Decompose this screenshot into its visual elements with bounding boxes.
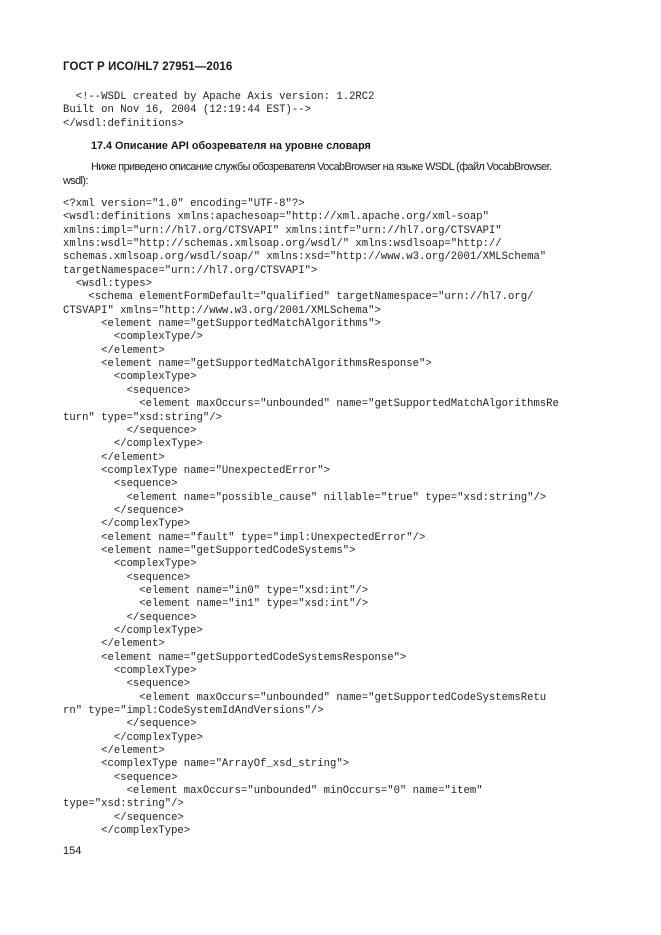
code-line: <sequence> xyxy=(63,571,191,584)
code-line: <wsdl:definitions xmlns:apachesoap="http://xml.apache.org/xml-soap" xyxy=(63,211,489,224)
code-line: </element> xyxy=(63,451,165,464)
section-paragraph xyxy=(63,160,600,188)
document-header: ГОСТ Р ИСО/HL7 27951—2016 xyxy=(63,61,233,73)
code-line: Built on Nov 16, 2004 (12:19:44 EST)--> xyxy=(63,104,311,117)
code-line: targetNamespace="urn://hl7.org/CTSVAPI"> xyxy=(63,264,318,277)
code-line: </sequence> xyxy=(63,504,184,517)
code-line: </sequence> xyxy=(63,611,197,624)
code-line: </sequence> xyxy=(63,811,184,824)
code-line: <sequence> xyxy=(63,678,191,691)
code-line: <wsdl:types> xyxy=(63,278,153,291)
code-line: <element maxOccurs="unbounded" name="getSupportedMatchAlgorithmsRe xyxy=(63,398,559,411)
code-line: <complexType name="ArrayOf_xsd_string"> xyxy=(63,758,350,771)
section-title: 17.4 Описание API обозревателя на уровне словаря xyxy=(91,140,371,152)
code-block-top xyxy=(63,91,375,131)
code-line: <complexType/> xyxy=(63,331,203,344)
code-line: <element name="getSupportedMatchAlgorithms"> xyxy=(63,318,381,331)
code-line: rn" type="impl:CodeSystemIdAndVersions"/> xyxy=(63,705,324,718)
code-line: schemas.xmlsoap.org/wsdl/soap/" xmlns:xsd="http://www.w3.org/2001/XMLSchema" xyxy=(63,251,547,264)
code-line: <!--WSDL created by Apache Axis version: 1.2RC2 xyxy=(63,91,375,103)
code-block-wsdl xyxy=(63,198,559,839)
code-line: turn" type="xsd:string"/> xyxy=(63,411,222,424)
code-line: <sequence> xyxy=(63,771,178,784)
code-line: <element name="getSupportedCodeSystemsResponse"> xyxy=(63,651,407,664)
page-number: 154 xyxy=(63,845,82,857)
code-line: <sequence> xyxy=(63,384,191,397)
code-line: </sequence> xyxy=(63,424,197,437)
code-line: </complexType> xyxy=(63,625,203,637)
paragraph-line-1: Ниже приведено описание службы обозревателя VocabBrowser на языке WSDL (файл VocabBrowser. xyxy=(91,161,552,173)
code-line: </complexType> xyxy=(63,438,203,451)
code-line: xmlns:wsdl="http://schemas.xmlsoap.org/wsdl/" xmlns:wsdlsoap="http:// xyxy=(63,238,502,251)
code-line: CTSVAPI" xmlns="http://www.w3.org/2001/XMLSchema"> xyxy=(63,304,381,317)
code-line: type="xsd:string"/> xyxy=(63,798,184,811)
code-line: </element> xyxy=(63,638,165,651)
code-line: <element maxOccurs="unbounded" minOccurs="0" name="item" xyxy=(63,785,483,798)
code-line: </wsdl:definitions> xyxy=(63,117,184,130)
code-line: </complexType> xyxy=(63,518,191,531)
code-line: <complexType> xyxy=(63,371,197,384)
code-line: <element maxOccurs="unbounded" name="getSupportedCodeSystemsRetu xyxy=(63,691,547,704)
code-line: <complexType name="UnexpectedError"> xyxy=(63,464,331,477)
code-line: </sequence> xyxy=(63,718,197,731)
code-line: <complexType> xyxy=(63,665,197,678)
code-line: <?xml version="1.0" encoding="UTF-8"?> xyxy=(63,198,305,210)
code-line: <element name="possible_cause" nillable="true" type="xsd:string"/> xyxy=(63,491,547,504)
code-line: <element name="in1" type="xsd:int"/> xyxy=(63,598,369,611)
code-line: </complexType> xyxy=(63,825,191,838)
paragraph-line-2: wsdl): xyxy=(63,175,88,187)
code-line: <element name="getSupportedMatchAlgorithmsResponse"> xyxy=(63,358,432,371)
code-line: </complexType> xyxy=(63,731,203,744)
code-line: </element> xyxy=(63,344,165,357)
code-line: <sequence> xyxy=(63,478,178,491)
code-line: xmlns:impl="urn://hl7.org/CTSVAPI" xmlns:intf="urn://hl7.org/CTSVAPI" xyxy=(63,224,502,237)
code-line: <element name="getSupportedCodeSystems"> xyxy=(63,544,356,557)
code-line: </element> xyxy=(63,745,165,758)
code-line: <schema elementFormDefault="qualified" targetNamespace="urn://hl7.org/ xyxy=(63,291,534,304)
code-line: <complexType> xyxy=(63,558,197,571)
code-line: <element name="in0" type="xsd:int"/> xyxy=(63,584,369,597)
code-line: <element name="fault" type="impl:UnexpectedError"/> xyxy=(63,531,426,544)
